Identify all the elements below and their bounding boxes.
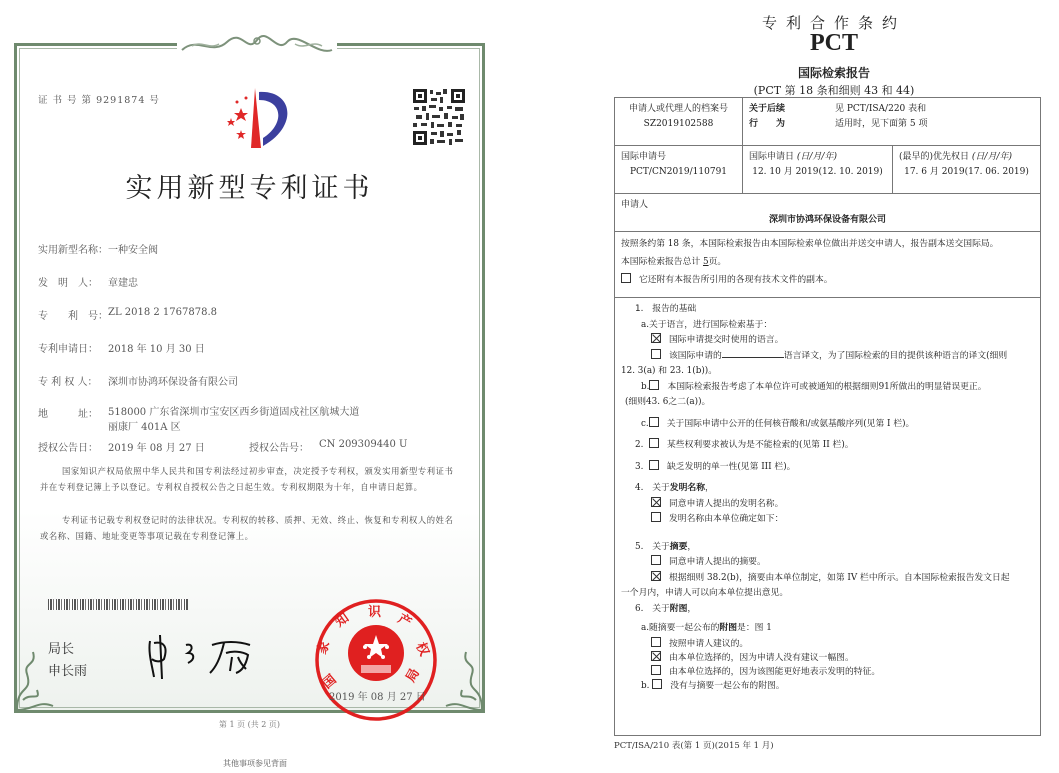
- figure-no-suggestion-checkbox[interactable]: [651, 651, 661, 661]
- director-block: [48, 639, 87, 683]
- date-format: (日/月/年): [796, 152, 837, 162]
- applicant-value: 深圳市协鸿环保设备有限公司: [768, 215, 886, 225]
- svg-text:局: 局: [403, 666, 423, 685]
- certificate-footer-note: 其他事项参见背面: [223, 759, 287, 768]
- date-format: (日/月/年): [971, 152, 1012, 162]
- svg-text:识: 识: [368, 605, 382, 620]
- intl-filing-date-label: 国际申请日: [749, 152, 795, 162]
- official-seal-icon: [313, 597, 439, 723]
- field-address: [38, 405, 359, 435]
- field-label: 专 利 权 人：: [38, 377, 98, 388]
- grant-statement-paragraph: 国家知识产权局依照中华人民共和国专利法经过初步审查，决定授予专利权，颁发实用新型专利证书并在专利登记簿上予以登记。专利权自授权公告之日起生效。专利权期限为十年，自申请日起算。: [40, 466, 454, 492]
- title-approved-checkbox[interactable]: [651, 497, 661, 507]
- abstract-approved-checkbox[interactable]: [651, 555, 661, 565]
- notice-line: 按照条约第 18 条，本国际检索报告由本国际检索单位做出并送交申请人，报告副本送交国际局。: [621, 239, 999, 249]
- priority-date-value: 17. 6 月 2019(17. 06. 2019): [904, 167, 1029, 177]
- section-1-title: 1. 报告的基础: [635, 304, 697, 314]
- notice-row: 按照条约第 18 条，本国际检索报告由本国际检索单位做出并送交申请人，报告副本送交国际局。 本国际检索报告总计 5页。 它还附有本报告所引用的各现有技术文件的副本。: [615, 232, 1040, 298]
- pct-search-report: [614, 0, 1059, 773]
- file-ref-label: 申请人或代理人的档案号: [628, 104, 728, 114]
- applicant-row: [615, 194, 1040, 232]
- lang-translation-checkbox[interactable]: [651, 349, 661, 359]
- sequence-listing-checkbox[interactable]: [649, 417, 659, 427]
- address-line-1: 518000 广东省深圳市宝安区西乡街道固戍社区航城大道: [108, 407, 360, 418]
- patent-certificate: [14, 43, 485, 729]
- further-action-label-2: 行 为: [749, 119, 786, 129]
- cnipa-logo-icon: [213, 86, 303, 152]
- further-action-label: 关于后续: [749, 104, 786, 114]
- field-grant-date: [38, 439, 205, 454]
- figure-better-checkbox[interactable]: [651, 665, 661, 675]
- svg-text:产: 产: [395, 611, 414, 631]
- lack-of-unity-checkbox[interactable]: [649, 460, 659, 470]
- file-reference-row: [615, 98, 1040, 146]
- certificate-page-info: 第 1 页 (共 2 页): [218, 720, 281, 729]
- field-label: 专 利 号：: [38, 311, 108, 322]
- treaty-heading: 专利合作条约: [761, 14, 906, 32]
- priority-date-label: (最早的)优先权日: [899, 152, 970, 162]
- field-grant-number: [249, 439, 407, 454]
- corner-ornament-icon: [440, 644, 486, 714]
- field-label: 地 址：: [38, 409, 98, 420]
- file-ref-value: SZ2019102588: [643, 119, 714, 129]
- section-6-title: 附图: [669, 603, 688, 614]
- field-inventor: [38, 274, 138, 289]
- field-value: ZL 2018 2 1767878.8: [108, 307, 218, 318]
- field-utility-model-name: [38, 241, 158, 256]
- application-info-row: [615, 146, 1040, 194]
- svg-text:国: 国: [319, 672, 340, 693]
- certificate-number: 证 书 号 第 9291874 号: [38, 95, 160, 106]
- report-sections: 1. 报告的基础 a.关于语言，进行国际检索基于： 国际申请提交时使用的语言。 该国际申请的 语言译文，为了国际检索的目的提供该种语言的译文(细则 12. 3(a) 和 23. 1(b))。 b. 本国际检索报告考虑了本单位许可或被通知的根据细则91所做出的明显错误更正。 (细则43. 6之二(a))。 c. 关于国际申请中公开的任何核苷酸和/或氨基酸序列(见第 I 栏)。 2. 某些权利要求被认为是不能检索的(见第 II 栏)。 3. 缺乏发明的单一性(见第 III 栏)。 4. 关于发明名称， 同意申请人提出的发明名称。 发明名称由本单位确定如下： 5. 关于摘要， 同意申请人提出的摘要。 根据细则 38.2(b)，摘要由本单位制定，如第 IV 栏中所示。自本国际检索报告发文日起 一个月内，申请人可以向本单位提出意见。 6. 关于附图， a.随摘要一起公布的附图是：图 1 按照申请人建议的。 由本单位选择的，因为申请人没有建议一幅图。 由本单位选择的，因为该图能更好地表示发明的特征。 b. 没有与摘要一起公布的附图。: [615, 298, 1040, 735]
- certificate-title: 实用新型专利证书: [125, 173, 374, 204]
- barcode-icon: [48, 599, 188, 610]
- no-figure-checkbox[interactable]: [652, 679, 662, 689]
- field-value: 2018 年 10 月 30 日: [108, 344, 205, 355]
- figure-suggested-checkbox[interactable]: [651, 637, 661, 647]
- section-4-title: 发明名称: [669, 483, 705, 493]
- top-ornament-icon: [177, 32, 337, 58]
- field-value: 深圳市协鸿环保设备有限公司: [108, 377, 238, 388]
- copies-label: 它还附有本报告所引用的各现有技术文件的副本。: [639, 275, 833, 285]
- field-value: 一种安全阀: [108, 245, 158, 256]
- director-name: 申长雨: [48, 664, 88, 679]
- title-established-checkbox[interactable]: [651, 512, 661, 522]
- field-label: 发 明 人：: [38, 278, 98, 289]
- further-action-text: 见 PCT/ISA/220 表和: [835, 104, 927, 114]
- svg-text:家: 家: [314, 639, 334, 657]
- applicant-label: 申请人: [621, 200, 649, 210]
- field-value: 2019 年 08 月 27 日: [108, 443, 205, 454]
- section-5-title: 摘要: [669, 541, 688, 552]
- intl-app-no-label: 国际申请号: [621, 152, 667, 162]
- intl-app-no-value: PCT/CN2019/110791: [629, 167, 728, 177]
- director-title: 局长: [48, 642, 75, 657]
- report-table: [614, 97, 1041, 736]
- page-count: 5: [702, 257, 709, 267]
- intl-filing-date-value: 12. 10 月 2019(12. 10. 2019): [752, 167, 883, 177]
- svg-text:权: 权: [412, 640, 432, 659]
- unsearchable-claims-checkbox[interactable]: [649, 438, 659, 448]
- rectification-checkbox[interactable]: [649, 380, 659, 390]
- signature-icon: [142, 631, 272, 681]
- pct-heading: PCT: [810, 30, 858, 56]
- report-title: 国际检索报告: [797, 66, 870, 80]
- field-patentee: [38, 373, 238, 388]
- lang-original-checkbox[interactable]: [651, 333, 661, 343]
- field-label: 实用新型名称：: [38, 245, 108, 256]
- copies-checkbox[interactable]: [621, 273, 631, 283]
- language-blank: [722, 349, 784, 358]
- section-1a: a.关于语言，进行国际检索基于：: [641, 319, 773, 330]
- form-footer: PCT/ISA/210 表(第 1 页)(2015 年 1 月): [614, 741, 774, 751]
- seal-date: 2019 年 08 月 27 日: [329, 692, 426, 703]
- field-label: 授权公告日：: [38, 443, 98, 454]
- field-filing-date: [38, 340, 205, 355]
- svg-text:知: 知: [332, 610, 352, 631]
- address-line-2: 丽康厂 401A 区: [108, 422, 181, 433]
- field-value: 章建忠: [108, 278, 138, 289]
- legal-status-paragraph: 专利证书记载专利权登记时的法律状况。专利权的转移、质押、无效、终止、恢复和专利权人的姓名或名称、国籍、地址变更等事项记载在专利登记簿上。: [40, 515, 454, 541]
- field-patent-number: [38, 307, 217, 322]
- further-action-text-2: 适用时，见下面第 5 项: [835, 119, 928, 129]
- field-label: 专利申请日：: [38, 344, 98, 355]
- field-value: CN 209309440 U: [319, 439, 408, 450]
- abstract-established-checkbox[interactable]: [651, 571, 661, 581]
- field-label: 授权公告号：: [249, 443, 309, 454]
- report-subtitle: (PCT 第 18 条和细则 43 和 44): [753, 84, 915, 97]
- qr-code-icon: [413, 89, 465, 145]
